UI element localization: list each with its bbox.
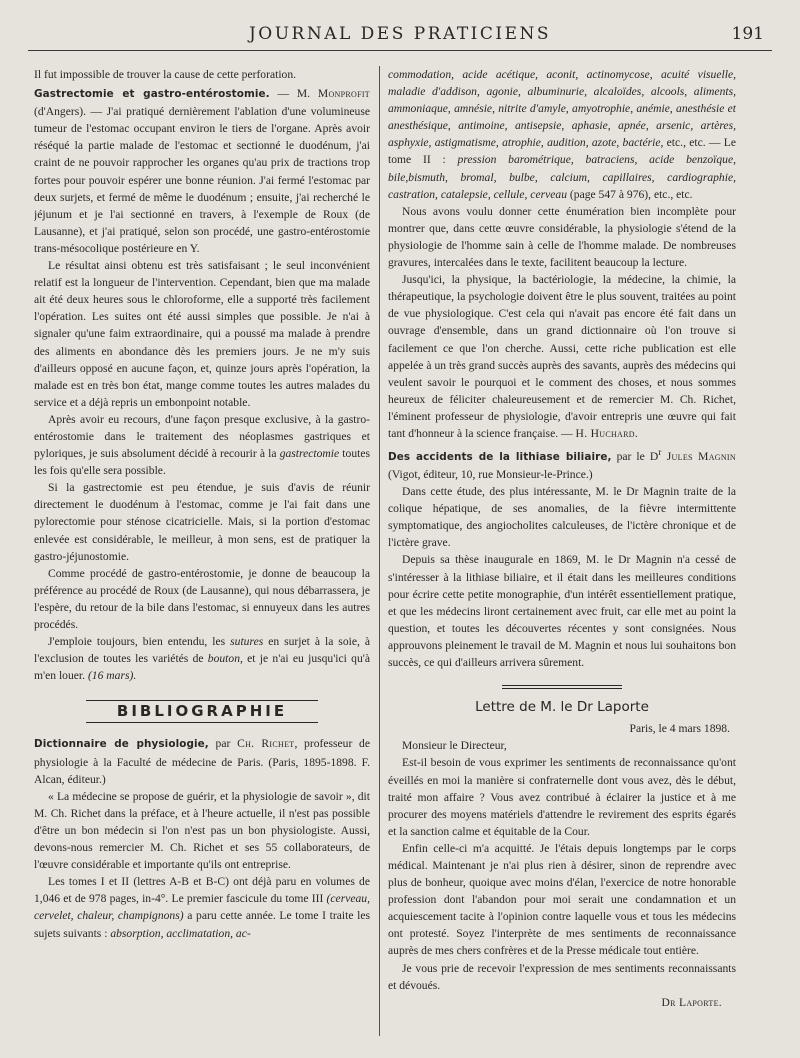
right-column: [388, 66, 736, 1030]
paragraph: Dans cette étude, des plus intéressante, M. le Dr Magnin traite de la colique hépatique, de ses anomalies, de la fièvre intermittente symptomatique, des angiocholites calculeuses, de l'ictère chronique et de l'ictère grave.: [388, 485, 736, 550]
letter-signature: Dr Laporte.: [661, 995, 722, 1009]
paragraph: Est-il besoin de vous exprimer les sentiments de reconnaissance qu'ont éveillés en moi la manière si confraternelle dont vous avez, dès le début, traité mon affaire ? Vous avez contribué à éclairer la justice et à me procurer des moyens matériels d'attendre le revirement des esprits égarés et la sanction calme et équitable de la Cour.: [388, 756, 736, 838]
paragraph: Depuis sa thèse inaugurale en 1869, M. le Dr Magnin n'a cessé de s'intéresser à la lithiase biliaire, et il était dans les meilleures conditions pour écrire cette petite monographie, d'un intérêt essentiellement pratique, et que les médecins liront certainement avec fruit, car elle met au point la question, et toutes les découvertes récentes y sont consignées. Nous approuvons pleinement le travail de M. Magnin et nous lui souhaitons bon succès, ce qui d'ailleurs arrivera sûrement.: [388, 553, 736, 670]
review-heading: Dictionnaire de physiologie,: [34, 738, 209, 751]
header-rule: [28, 50, 772, 51]
heading-by: par: [208, 737, 238, 751]
paragraph: Nous avons voulu donner cette énumération bien incomplète pour montrer que, dans cette œuvre considérable, la physiologie s'étend de la physiologie de l'homme sain à celle de l'homme malade. De nombreuses gravures, intercalées dans le texte, facilitent beaucoup la lecture.: [388, 204, 736, 270]
article-heading: Gastrectomie et gastro-entérostomie.: [34, 88, 270, 101]
letter-salutation: Monsieur le Directeur,: [402, 739, 507, 753]
running-head: [24, 20, 776, 46]
review-signature: H. Huchard.: [575, 426, 639, 440]
emphasis: gastrectomie: [279, 447, 340, 461]
review-lithiase: [388, 444, 736, 483]
letter-title: Lettre de M. le Dr Laporte: [475, 699, 649, 716]
paragraph: Comme procédé de gastro-entérostomie, je donne de beaucoup la préférence au procédé de Roux (de Lausanne), qui nous débarrassera, je l'espère, du retour de la bile dans l'estomac, si ennuyeux dans les autres procédés.: [34, 566, 370, 631]
paragraph-text: Jusqu'ici, la physique, la bactériologie, la médecine, la chimie, la thérapeutique, la psychologie doivent être le plus souvent, traitées au point de vue physiologique. C'est cela qui n'avait pas encore été fait dans un ouvrage d'ensemble, dans un grand dictionnaire où l'on trouve si facilement ce que l'on cherche. Aussi, cette riche publication est elle appelée à un très grand succès auprès des savants, auprès des médecins qui veulent savoir le pourquoi et le comment des choses, et nous sommes heureux de féliciter chaleureusement et de remercier M. Ch. Richet, l'éminent professeur de physiologie, d'avoir entrepris une œuvre qui fait tant d'honneur à la science française. —: [388, 273, 736, 440]
heading-by: par le D: [611, 449, 659, 463]
paragraph-text: Les tomes I et II (lettres A-B et B-C) ont déjà paru en volumes de 1,046 et de 978 pages, in-4°. Le premier fascicule du tome III: [34, 875, 370, 906]
emphasis: pression barométrique, batraciens, acide benzoïque, bile,bismuth, bromal, bulbe, calcium, capillaires, cardiographie, castration, catalepsie, cellule, cerveau: [388, 153, 736, 201]
journal-title: JOURNAL DES PRATICIENS: [248, 24, 552, 44]
emphasis: bouton: [207, 652, 240, 666]
superscript: r: [658, 447, 662, 459]
paragraph: Le résultat ainsi obtenu est très satisfaisant ; le seul inconvénient relatif est la longueur de l'intervention. Cependant, bien que ma malade ait été deux heures sous le chloroforme, elle a supporté très facilement l'opération. Les suites ont été aussi simples que possible. Je n'ai à signaler qu'une faim extraordinaire, qui a poussé ma malade à prendre des aliments en abondance dès les premiers jours. Je ne m'y suis d'ailleurs opposé en aucune façon, et, quinze jours après l'opération, la malade est en très bon état, mange comme toutes les autres malades du service et a déjà repris un embonpoint notable.: [34, 259, 370, 409]
review-dictionnaire: [34, 735, 370, 787]
paragraph-text: Après avoir eu recours, d'une façon presque exclusive, à la gastro-entérostomie dans le traitement des néoplasmes gastriques et pyloriques, je suis absolument décidé à recourir à la: [34, 412, 370, 461]
article-gastrectomie: [34, 85, 370, 257]
paragraph: Enfin celle-ci m'a acquitté. Je l'étais depuis longtemps par le corps médical. Maintenant je n'ai plus rien à désirer, sinon de reprendre avec plus de bonheur, quoique avec moins d'élan, l'exercice de notre honorable profession dont l'abandon pour moi serait une condamnation et un acquiescement tacite à l'opinion contre laquelle vous et tous les médecins ont protesté. Soyez l'interprète de mes sentiments de reconnaissance auprès de mes chers confrères et de la Presse médicale tout entière.: [388, 841, 736, 958]
letter-date: Paris, le 4 mars 1898.: [629, 722, 730, 736]
paragraph: Si la gastrectomie est peu étendue, je suis d'avis de réunir directement le duodénum à l'estomac, comme je l'ai fait dans une pylorectomie pour sténose cicatricielle. Mais, si la portion d'estomac enlevée est considérable, le meilleur, à mon sens, est de pratiquer la gastro-jéjunostomie.: [34, 481, 370, 563]
emphasis: (16 mars).: [87, 669, 137, 683]
paragraph: [34, 411, 370, 479]
rule: [502, 685, 622, 686]
paragraph: « La médecine se propose de guérir, et la physiologie de savoir », dit M. Ch. Richet dans la préface, et à l'heure actuelle, il n'est pas possible d'être un bon médecin si l'on n'est pas un bon physiologiste. Aussi, devons-nous remercier M. Ch. Richet et ses 55 collaborateurs, de l'œuvre considérable et importante qu'ils ont entreprise.: [34, 789, 370, 872]
paragraph-text: J'emploie toujours, bien entendu, les: [48, 635, 231, 649]
paragraph: Je vous prie de recevoir l'expression de mes sentiments reconnaissants et dévoués.: [388, 961, 736, 992]
paragraph: [388, 271, 736, 442]
emphasis: commodation, acide acétique, aconit, actinomycose, acuité visuelle, maladie d'addison, agonie, albuminurie, alcaloïdes, alcools, aliments, ammoniaque, amnésie, nitrite d'amyle, amyotrophie, anémie, anesthésie et anesthésique, antimoine, antisepsie, aphasie, apnée, arsenic, artères, asphyxie, astigmatisme, atrophie, audition, azote, bactérie,: [388, 68, 736, 150]
paragraph: Il fut impossible de trouver la cause de cette perforation.: [34, 68, 297, 81]
paragraph: [34, 633, 370, 684]
emphasis: absorption, acclimatation, ac-: [110, 926, 251, 940]
paragraph-text: a paru cette année. Le tome I traite les sujets suivants :: [34, 909, 370, 940]
article-author: Monprofit: [317, 87, 370, 101]
heading-dash: — M.: [269, 87, 318, 101]
paragraph-text: en surjet à la soie, à l'exclusion de toutes les variétés de: [34, 635, 370, 666]
double-rule: [502, 685, 622, 689]
review-author: Jules Magnin: [661, 449, 736, 463]
paragraph: [388, 66, 736, 203]
paragraph-text: (page 547 à 976), etc., etc.: [567, 187, 693, 201]
paragraph-text: , et je n'ai eu jusqu'ici qu'à m'en louer.: [34, 652, 370, 683]
emphasis: (cerveau, cervelet, chaleur, champignons): [34, 892, 370, 923]
paragraph-text: , professeur de physiologie à la Faculté de médecine de Paris. (Paris, 1895-1898. F. Alcan, éditeur.): [34, 737, 370, 786]
paragraph-text: (Vigot, éditeur, 10, rue Monsieur-le-Prince.): [388, 468, 593, 482]
review-heading: Des accidents de la lithiase biliaire,: [388, 450, 612, 463]
bibliographie-section-header: [34, 700, 370, 723]
paragraph-text: toutes les fois qu'elle sera possible.: [34, 447, 370, 478]
paragraph: [34, 873, 370, 941]
divider: [86, 722, 318, 723]
paragraph-text: etc., etc. — Le tome II :: [388, 136, 736, 167]
page-number: 191: [731, 24, 764, 44]
review-author: Ch. Richet: [237, 737, 295, 751]
left-column: [34, 66, 370, 1030]
rule: [502, 688, 622, 689]
paragraph-text: (d'Angers). — J'ai pratiqué dernièrement l'ablation d'une volumineuse tumeur de l'estomac occupant environ le tiers de l'organe. Après avoir réséqué la partie malade de l'estomac et sectionné le duodénum, j'ai craint de ne pouvoir rapprocher les organes qu'au prix de tractions trop fortes pour pouvoir espérer une bonne réunion. J'ai fermé l'estomac par deux surjets, et fermé de même le duodénum ; ensuite, j'ai recherché le jéjunum et je l'ai sectionné en travers, à l'exemple de Roux (de Lausanne), et j'ai pratiqué, selon son procédé, une gastro-entérostomie trans-mésocolique postérieure en Y.: [34, 105, 370, 255]
column-rule: [379, 66, 380, 1036]
section-title: BIBLIOGRAPHIE: [116, 702, 288, 721]
emphasis: sutures: [230, 635, 264, 649]
